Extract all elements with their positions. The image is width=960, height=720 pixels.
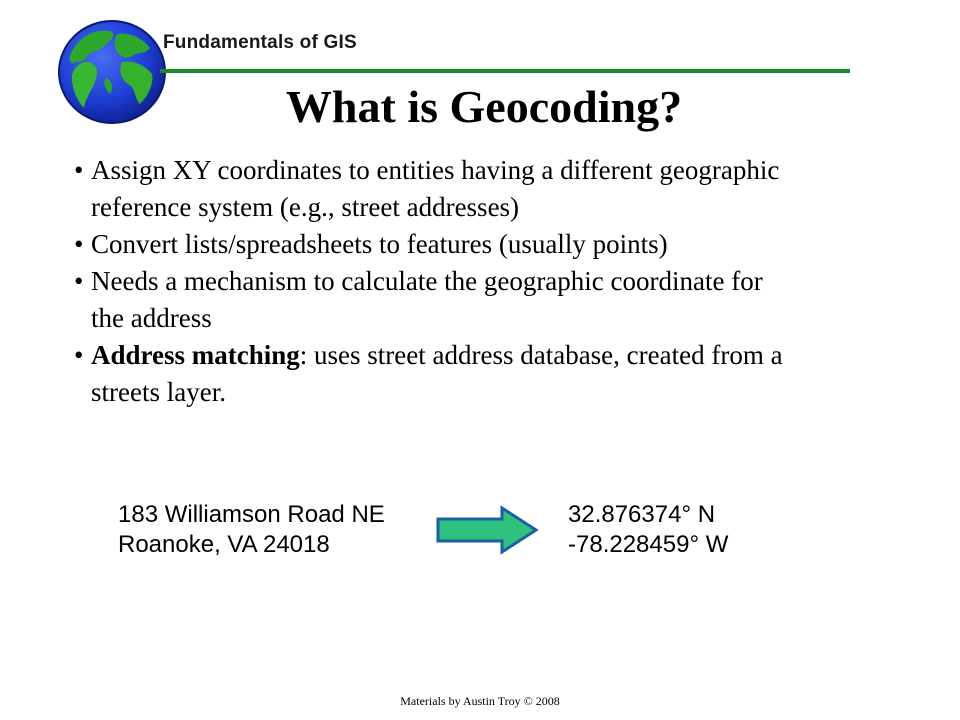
bullet-dot: •: [74, 340, 84, 370]
bullet-bold-term: Address matching: [91, 340, 300, 370]
bullet-list: [74, 152, 894, 411]
longitude: -78.228459° W: [568, 531, 729, 558]
address-line-1: 183 Williamson Road NE: [118, 501, 385, 528]
bullet-text-line1: Assign XY coordinates to entities having a different geographic: [91, 155, 780, 185]
bullet-dot: •: [74, 155, 84, 185]
bullet-item: [74, 226, 894, 263]
bullet-dot: •: [74, 229, 84, 259]
course-title: Fundamentals of GIS: [163, 32, 357, 53]
arrow-right-icon: [436, 505, 540, 555]
bullet-text-line2: reference system (e.g., street addresses): [91, 192, 520, 222]
bullet-item: [74, 152, 894, 226]
bullet-text-line1: Convert lists/spreadsheets to features (usually points): [91, 229, 668, 259]
bullet-item: [74, 263, 894, 337]
bullet-text-line1: : uses street address database, created from a: [299, 340, 783, 370]
bullet-item: [74, 337, 894, 411]
geographic-coordinates: [568, 500, 728, 560]
bullet-text-line1: Needs a mechanism to calculate the geographic coordinate for: [91, 266, 763, 296]
latitude: 32.876374° N: [568, 501, 716, 528]
bullet-text-line2: the address: [91, 303, 212, 333]
header-divider: [160, 69, 850, 73]
street-address: [118, 500, 385, 560]
bullet-dot: •: [74, 266, 84, 296]
footer-credit: Materials by Austin Troy © 2008: [400, 694, 560, 708]
slide-title: [0, 80, 960, 133]
address-line-2: Roanoke, VA 24018: [118, 531, 330, 558]
slide-title-text: What is Geocoding?: [285, 81, 683, 132]
bullet-text-line2: streets layer.: [91, 377, 226, 407]
